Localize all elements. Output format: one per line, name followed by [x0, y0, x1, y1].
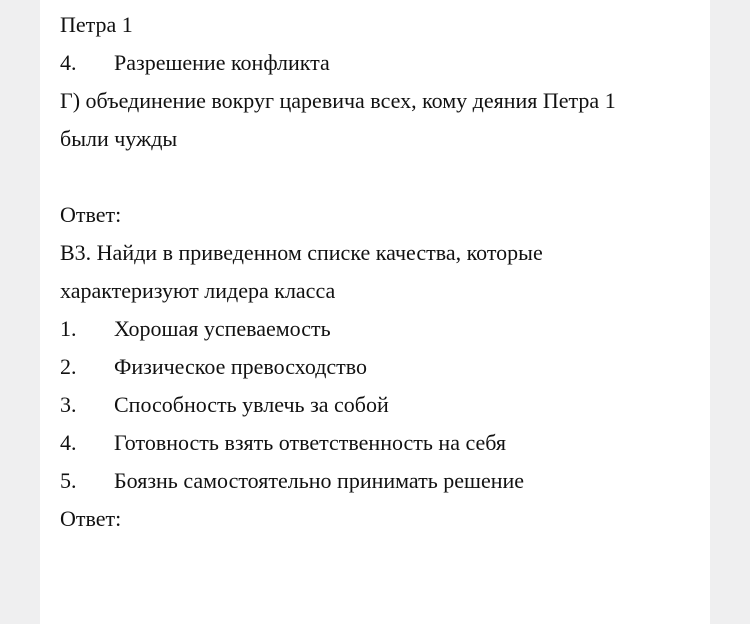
list-item-number: 4.	[60, 430, 77, 455]
list-item-text: Способность увлечь за собой	[114, 392, 389, 417]
list-item-text: Хорошая успеваемость	[114, 316, 331, 341]
list-item-b3	[60, 386, 700, 424]
list-item-number: 5.	[60, 468, 77, 493]
list-item-number: 4.	[60, 50, 77, 75]
list-item-text: Боязнь самостоятельно принимать решение	[114, 468, 525, 493]
list-item-b4	[60, 424, 700, 462]
list-item-b1	[60, 310, 700, 348]
list-item-text: Физическое превосходство	[114, 354, 367, 379]
question-b3-line1: В3. Найди в приведенном списке качества, которые	[60, 240, 543, 265]
list-item-number: 3.	[60, 392, 77, 417]
list-item-text: Разрешение конфликта	[114, 50, 330, 75]
list-item-a4	[60, 44, 700, 82]
list-item-b5	[60, 462, 700, 500]
list-item-b2	[60, 348, 700, 386]
answer-label-1: Ответ:	[60, 202, 122, 227]
text-line-continuation: Петра 1	[60, 12, 133, 37]
document-page	[40, 0, 710, 624]
option-g-line1: Г) объединение вокруг царевича всех, кому деяния Петра 1	[60, 88, 616, 113]
document-content	[60, 6, 700, 538]
answer-label-2: Ответ:	[60, 506, 122, 531]
list-item-text: Готовность взять ответственность на себя	[114, 430, 507, 455]
list-item-number: 1.	[60, 316, 77, 341]
question-b3-line2: характеризуют лидера класса	[60, 278, 336, 303]
blank-line	[60, 158, 700, 196]
option-g-line2: были чужды	[60, 126, 178, 151]
list-item-number: 2.	[60, 354, 77, 379]
